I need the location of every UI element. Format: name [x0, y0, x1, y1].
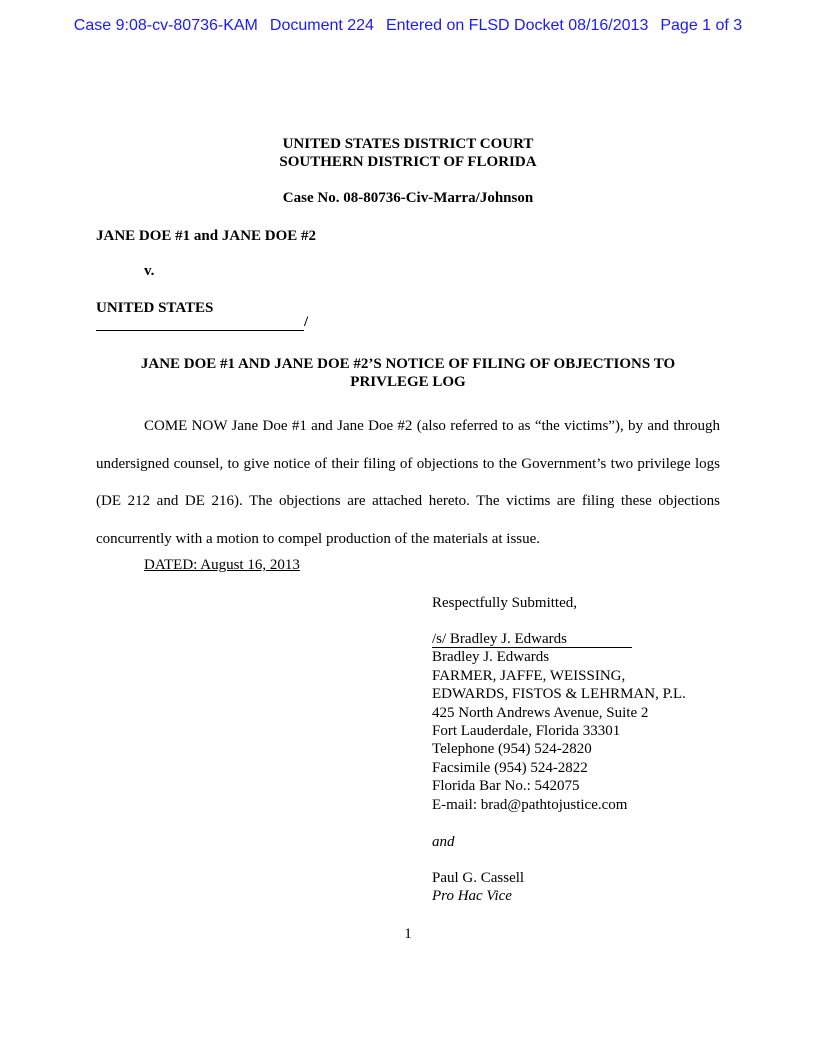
firm-line-2: EDWARDS, FISTOS & LEHRMAN, P.L.: [432, 686, 686, 703]
co-counsel: [432, 869, 524, 906]
page-number: 1: [404, 926, 412, 942]
firm-line-1: FARMER, JAFFE, WEISSING,: [432, 667, 626, 684]
co-counsel-name: Paul G. Cassell: [432, 870, 525, 886]
signature-block: [432, 630, 686, 814]
defendant: UNITED STATES: [96, 300, 214, 316]
dated-line: DATED: August 16, 2013: [144, 557, 300, 573]
signer-name: Bradley J. Edwards: [432, 649, 550, 666]
notice-title: [96, 355, 720, 391]
notice-title-line-2: PRIVLEGE LOG: [350, 374, 466, 390]
address-line-2: Fort Lauderdale, Florida 33301: [432, 723, 621, 740]
stamp-case: Case 9:08-cv-80736-KAM: [73, 17, 258, 34]
and-conjunction: and: [432, 834, 455, 850]
closing: Respectfully Submitted,: [432, 595, 577, 611]
bar-number: Florida Bar No.: 542075: [432, 778, 580, 795]
telephone: Telephone (954) 524-2820: [432, 741, 592, 758]
plaintiffs: JANE DOE #1 and JANE DOE #2: [96, 228, 317, 244]
body-paragraph: COME NOW Jane Doe #1 and Jane Doe #2 (also referred to as “the victims”), by and through undersigned counsel, to give notice of their filing of objections to the Government’s two privilege logs (DE 212 and DE 216). The objections are attached hereto. The victims are filing these objections concurrently with a motion to compel production of the materials at issue.: [96, 418, 720, 547]
versus: v.: [144, 263, 155, 279]
court-line-2: SOUTHERN DISTRICT OF FLORIDA: [279, 154, 537, 170]
case-number: Case No. 08-80736-Civ-Marra/Johnson: [282, 190, 534, 206]
pro-hac-vice: Pro Hac Vice: [432, 888, 512, 905]
court-name: [0, 135, 816, 171]
facsimile: Facsimile (954) 524-2822: [432, 759, 588, 776]
email: E-mail: brad@pathtojustice.com: [432, 796, 628, 813]
caption-rule: [96, 313, 308, 331]
caption-slash: /: [304, 314, 309, 330]
stamp-page: Page 1 of 3: [660, 17, 743, 34]
court-line-1: UNITED STATES DISTRICT COURT: [282, 136, 534, 152]
stamp-document: Document 224: [269, 17, 374, 34]
notice-title-line-1: JANE DOE #1 AND JANE DOE #2’S NOTICE OF FILING OF OBJECTIONS TO: [140, 356, 676, 372]
address-line-1: 425 North Andrews Avenue, Suite 2: [432, 704, 649, 721]
caption-underline: [96, 315, 304, 331]
docket-stamp: [0, 17, 816, 35]
electronic-signature: /s/ Bradley J. Edwards: [432, 632, 632, 648]
stamp-entered: Entered on FLSD Docket 08/16/2013: [385, 17, 649, 34]
